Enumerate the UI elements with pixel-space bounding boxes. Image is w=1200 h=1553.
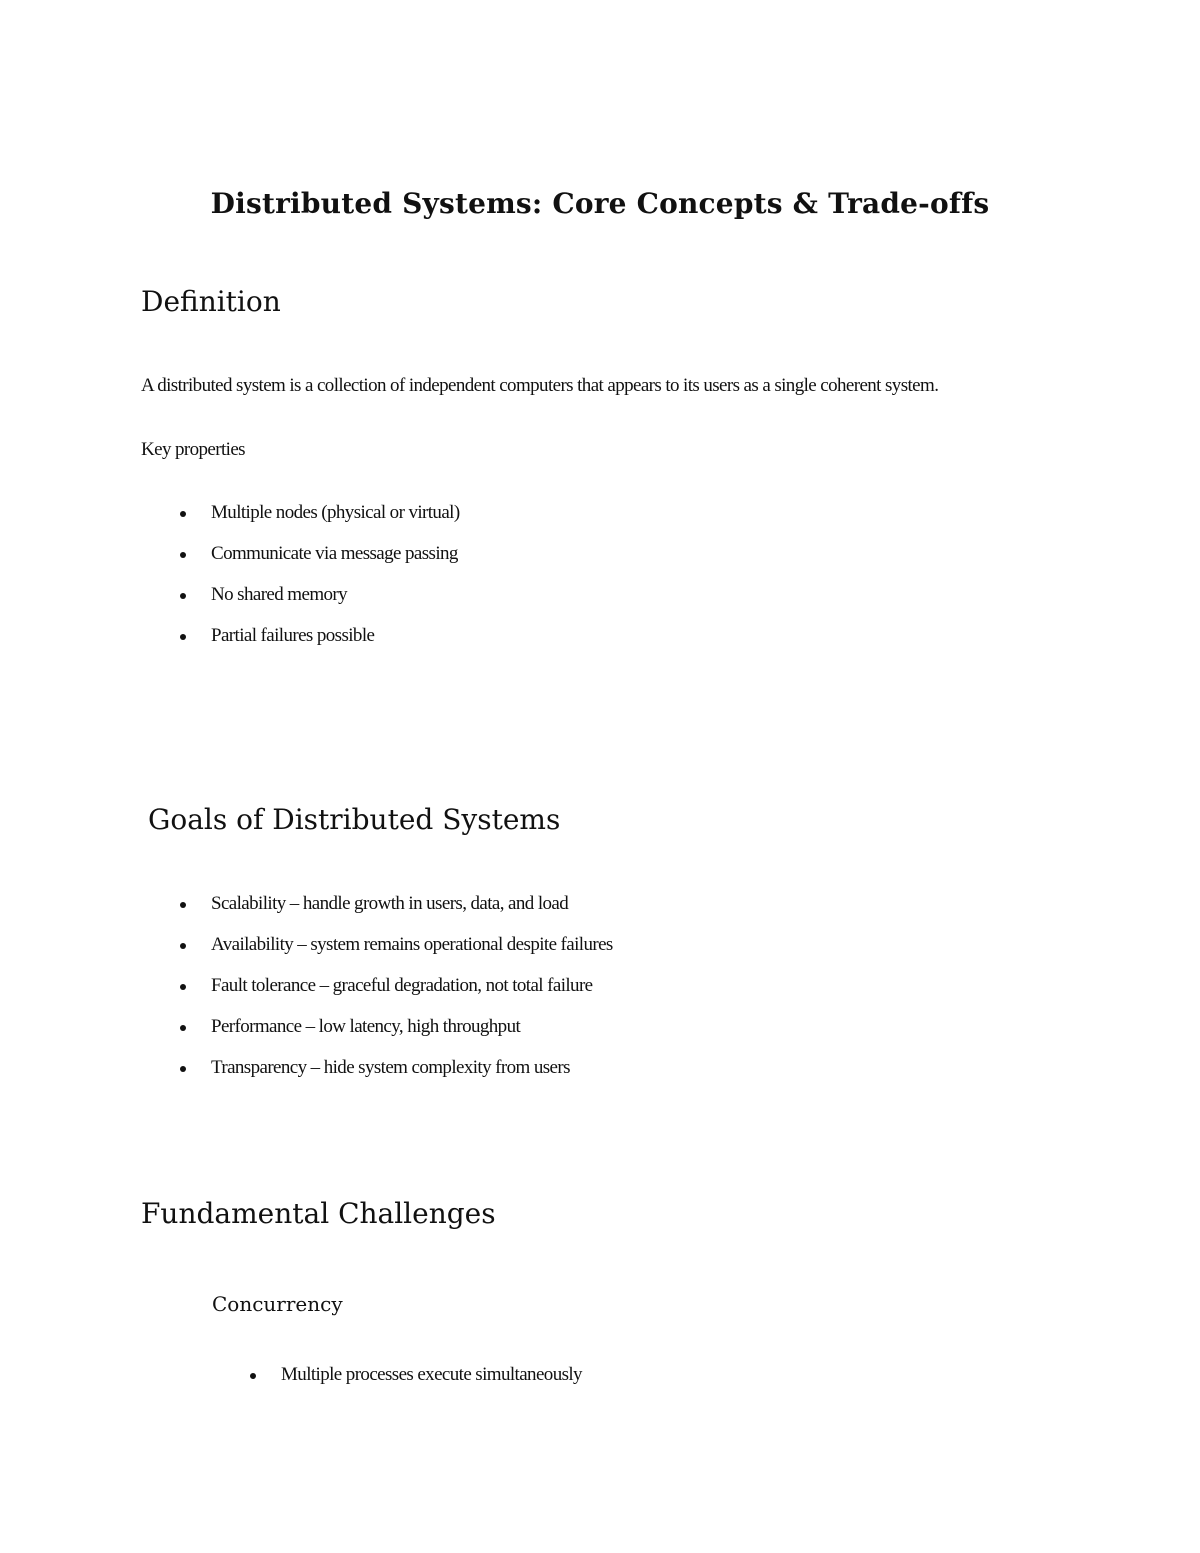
bullet-icon — [180, 511, 186, 517]
goals-heading: Goals of Distributed Systems — [148, 803, 561, 836]
list-item-text: Multiple processes execute simultaneously — [281, 1364, 582, 1385]
bullet-icon — [180, 552, 186, 558]
key-properties-label: Key properties — [141, 439, 245, 460]
list-item-text: Availability – system remains operational despite failures — [211, 934, 613, 955]
challenges-heading: Fundamental Challenges — [141, 1197, 496, 1230]
bullet-icon — [250, 1373, 256, 1379]
list-item-text: No shared memory — [211, 584, 348, 605]
bullet-icon — [180, 984, 186, 990]
list-item-text: Fault tolerance – graceful degradation, not total failure — [211, 975, 593, 996]
document-title: Distributed Systems: Core Concepts & Trade-offs — [210, 187, 990, 220]
list-item-text: Transparency – hide system complexity from users — [211, 1057, 570, 1078]
bullet-icon — [180, 593, 186, 599]
bullet-icon — [180, 1066, 186, 1072]
bullet-icon — [180, 902, 186, 908]
bullet-icon — [180, 943, 186, 949]
list-item-text: Performance – low latency, high throughput — [211, 1016, 521, 1037]
bullet-icon — [180, 634, 186, 640]
list-item-text: Communicate via message passing — [211, 543, 458, 564]
concurrency-heading: Concurrency — [212, 1292, 343, 1316]
definition-text: A distributed system is a collection of independent computers that appears to its users as a single coherent system. — [141, 375, 939, 396]
list-item-text: Scalability – handle growth in users, data, and load — [211, 893, 569, 914]
list-item-text: Partial failures possible — [211, 625, 375, 646]
list-item-text: Multiple nodes (physical or virtual) — [211, 502, 460, 523]
bullet-icon — [180, 1025, 186, 1031]
definition-heading: Definition — [141, 285, 281, 318]
